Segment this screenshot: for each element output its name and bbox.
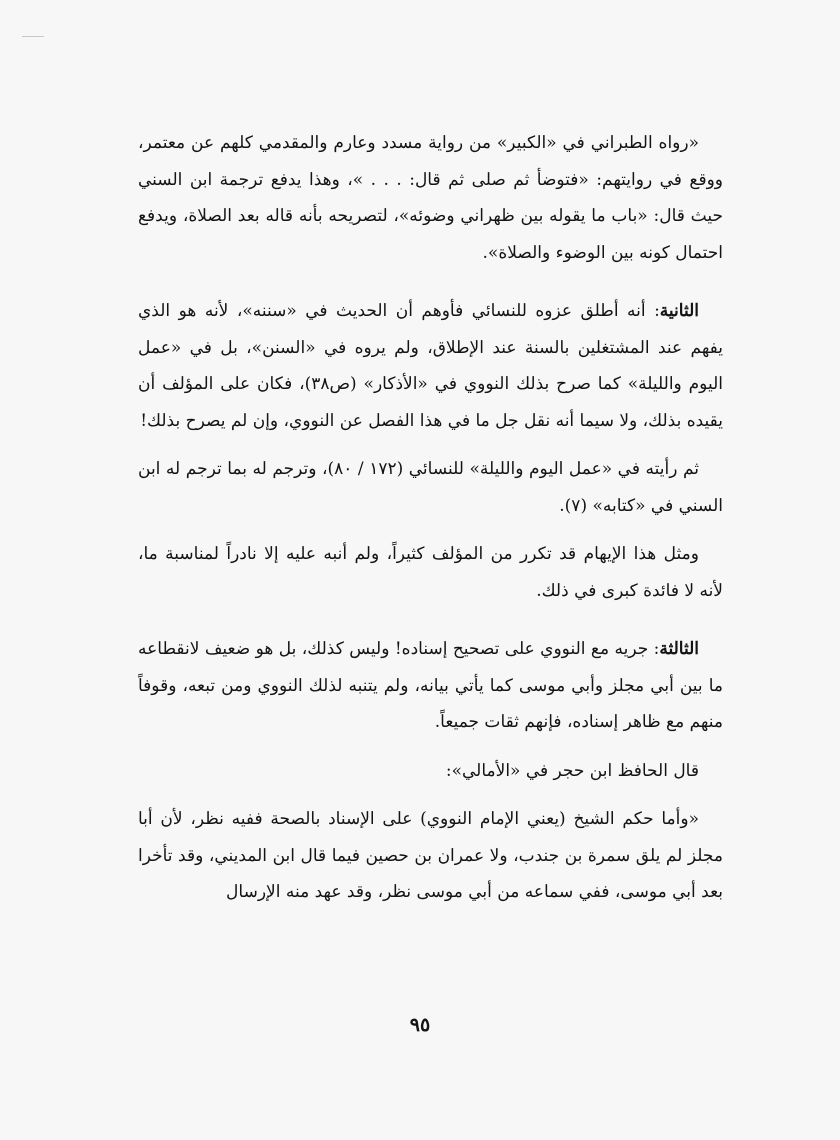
- paragraph-text: : أنه أطلق عزوه للنسائي فأوهم أن الحديث في «سننه»، لأنه هو الذي يفهم عند المشتغلين بالسنة عند الإطلاق، ولم يروه في «السنن»، بل في «عمل اليوم والليلة» كما صرح بذلك النووي في «الأذكار» (ص٣٨)، فكان على المؤلف أن يقيده بذلك، ولا سيما أنه نقل جل ما في هذا الفصل عن النووي، وإن لم يصرح بذلك!: [138, 301, 723, 431]
- paragraph-second-point: [138, 293, 723, 439]
- scan-corner-mark: [22, 36, 44, 37]
- paragraph-lead-word: الثانية: [659, 301, 699, 321]
- paragraph-lead-word: الثالثة: [659, 639, 699, 659]
- paragraph-text: ثم رأيته في «عمل اليوم والليلة» للنسائي (١٧٢ / ٨٠)، وترجم له بما ترجم له ابن السني في «كتابه» (٧).: [138, 459, 723, 516]
- page-body: [138, 125, 723, 911]
- paragraph-ibn-hajar-intro: [138, 753, 723, 790]
- paragraph-text: ومثل هذا الإيهام قد تكرر من المؤلف كثيراً، ولم أنبه عليه إلا نادراً لمناسبة ما، لأنه لا فائدة كبرى في ذلك.: [138, 544, 723, 601]
- paragraph-nasai-note: [138, 451, 723, 524]
- paragraph-text: قال الحافظ ابن حجر في «الأمالي»:: [445, 760, 699, 781]
- paragraph-text: «رواه الطبراني في «الكبير» من رواية مسدد وعارم والمقدمي كلهم عن معتمر، ووقع في روايتهم: «فتوضأ ثم صلى ثم قال: . . . »، وهذا يدفع ترجمة ابن السني حيث قال: «باب ما يقوله بين ظهراني وضوئه»، لتصريحه بأنه قاله بعد الصلاة، ويدفع احتمال كونه بين الوضوء والصلاة».: [138, 133, 723, 263]
- page-number: ٩٥: [409, 1014, 431, 1036]
- paragraph-ibn-hajar-quote: [138, 801, 723, 911]
- paragraph-ambiguity-note: [138, 536, 723, 609]
- paragraph-text: «وأما حكم الشيخ (يعني الإمام النووي) على الإسناد بالصحة ففيه نظر، لأن أبا مجلز لم يلق سمرة بن جندب، ولا عمران بن حصين فيما قال ابن المديني، وقد تأخرا بعد أبي موسى، ففي سماعه من أبي موسى نظر، وقد عهد منه الإرسال: [138, 809, 723, 902]
- paragraph-third-point: [138, 631, 723, 741]
- paragraph-text: : جريه مع النووي على تصحيح إسناده! وليس كذلك، بل هو ضعيف لانقطاعه ما بين أبي مجلز وأبي موسى كما يأتي بيانه، ولم يتنبه لذلك النووي ومن تبعه، وقوفاً منهم مع ظاهر إسناده، فإنهم ثقات جميعاً.: [138, 639, 723, 732]
- paragraph-quote-tabarani: [138, 125, 723, 271]
